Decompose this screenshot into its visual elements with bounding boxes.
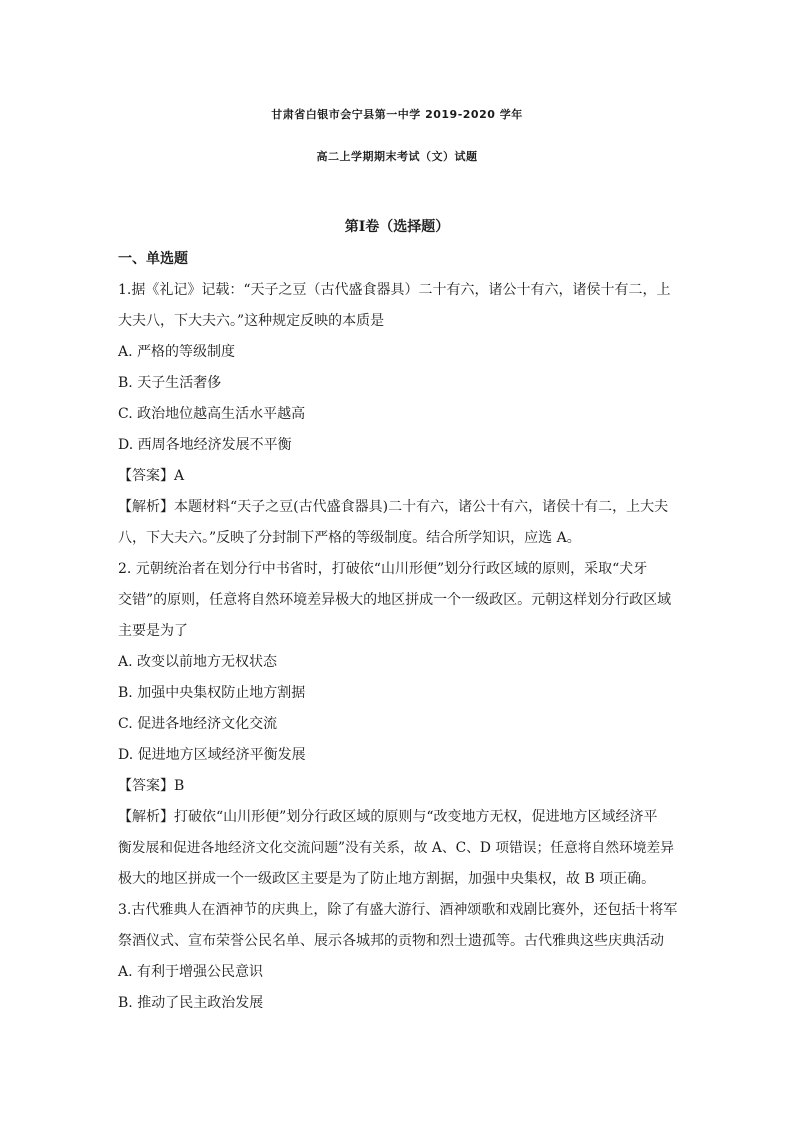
- question-2-analysis-line2: 衡发展和促进各地经济文化交流问题”没有关系，故 A、C、D 项错误；任意将自然环境差异: [118, 840, 674, 856]
- question-1-analysis-line1: 【解析】本题材料“天子之豆(古代盛食器具)二十有六，诸公十有六，诸侯十有二，上大夫: [118, 499, 669, 515]
- document-body: [118, 244, 678, 1019]
- question-2-option-d: D. 促进地方区域经济平衡发展: [118, 747, 306, 763]
- question-2-analysis-line1: 【解析】打破依“山川形便”划分行政区域的原则与“改变地方无权，促进地方区域经济平: [118, 809, 658, 825]
- question-3-stem-line2: 祭酒仪式、宣布荣誉公民名单、展示各城邦的贡物和烈士遗孤等。古代雅典这些庆典活动: [118, 933, 664, 949]
- question-1-option-a: A. 严格的等级制度: [118, 344, 236, 360]
- question-1-stem-line1: 1.据《礼记》记载：“天子之豆（古代盛食器具）二十有六，诸公十有六，诸侯十有二，上: [118, 282, 671, 298]
- question-1-stem-line2: 大夫八，下大夫六。”这种规定反映的本质是: [118, 313, 385, 329]
- question-1-option-c: C. 政治地位越高生活水平越高: [118, 406, 306, 422]
- question-2-option-b: B. 加强中央集权防止地方割据: [118, 685, 306, 701]
- question-2-option-c: C. 促进各地经济文化交流: [118, 716, 278, 732]
- question-1-option-b: B. 天子生活奢侈: [118, 375, 222, 391]
- question-3-option-a: A. 有利于增强公民意识: [118, 964, 264, 980]
- question-3-option-b: B. 推动了民主政治发展: [118, 995, 264, 1011]
- question-2-option-a: A. 改变以前地方无权状态: [118, 654, 278, 670]
- question-2-stem-line2: 交错”的原则，任意将自然环境差异极大的地区拼成一个一级政区。元朝这样划分行政区域: [118, 592, 672, 608]
- section-heading: 第Ⅰ卷（选择题）: [344, 219, 450, 235]
- document-title-line1: 甘肃省白银市会宁县第一中学 2019-2020 学年: [271, 108, 523, 121]
- question-1-analysis-line2: 八，下大夫六。”反映了分封制下严格的等级制度。结合所学知识，应选 A。: [118, 530, 581, 546]
- document-title-line2: 高二上学期期末考试（文）试题: [316, 150, 478, 163]
- question-2-stem-line1: 2. 元朝统治者在划分行中书省时，打破依“山川形便”划分行政区域的原则，采取“犬牙: [118, 561, 648, 577]
- question-3-stem-line1: 3.古代雅典人在酒神节的庆典上，除了有盛大游行、酒神颂歌和戏剧比赛外，还包括十将军: [118, 902, 678, 918]
- question-2-answer: 【答案】B: [118, 778, 185, 794]
- section-subheading: 一、单选题: [118, 251, 188, 267]
- question-2-analysis-line3: 极大的地区拼成一个一级政区主要是为了防止地方割据，加强中央集权，故 B 项正确。: [118, 871, 656, 887]
- question-1-option-d: D. 西周各地经济发展不平衡: [118, 437, 292, 453]
- question-1-answer: 【答案】A: [118, 468, 185, 484]
- question-2-stem-line3: 主要是为了: [118, 623, 188, 639]
